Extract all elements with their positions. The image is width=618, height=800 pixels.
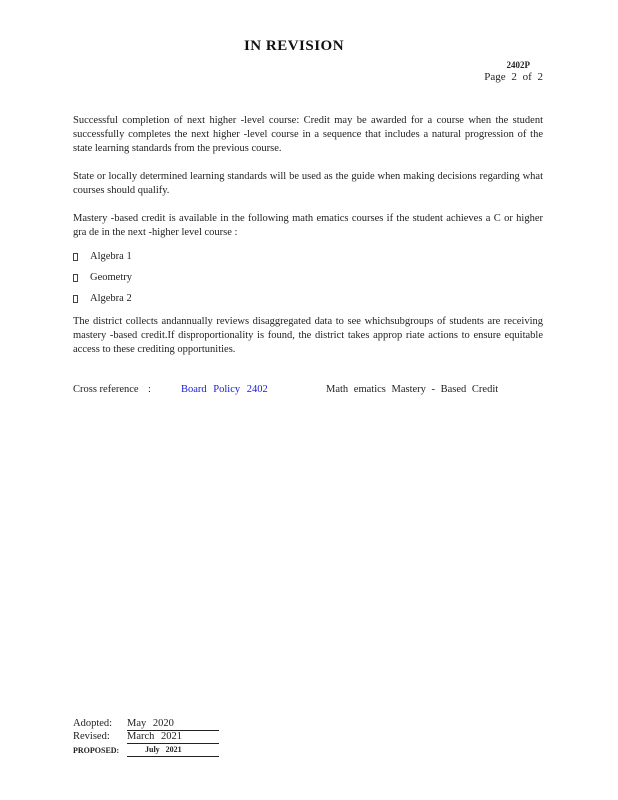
adopted-date: May 2020 xyxy=(127,718,219,731)
paragraph-standards: State or locally determined learning standards will be used as the guide when making decisions regarding what courses should qualify. xyxy=(73,171,543,196)
proposed-row xyxy=(73,744,219,758)
cross-reference-colon: : xyxy=(148,384,151,395)
list-item xyxy=(73,288,543,309)
proposed-label: PROPOSED: xyxy=(73,746,120,755)
page-number: Page 2 of 2 xyxy=(484,71,543,83)
adopted-label: Adopted: xyxy=(73,718,113,729)
paragraph-disaggregation: The district collects andannually reviews disaggregated data to see whichsubgroups of students are receiving mastery -based credit.If disproportionality is found, the district takes approp riate actions to ensure equitable access to these crediting opportunities. xyxy=(73,316,543,355)
revised-date: March 2021 xyxy=(127,731,219,744)
paragraph-mastery: Mastery -based credit is available in the following math ematics courses if the student achieves a C or higher gra de in the next -higher level course : xyxy=(73,213,543,238)
proposed-date: July 2021 xyxy=(127,745,219,757)
revised-label: Revised: xyxy=(73,731,110,742)
bullet-box-icon xyxy=(73,295,78,303)
adopted-row xyxy=(73,718,219,731)
bullet-box-icon xyxy=(73,274,78,282)
cross-reference-title: Math ematics Mastery - Based Credit xyxy=(326,384,499,395)
page-title: IN REVISION xyxy=(243,38,345,54)
course-label: Algebra 2 xyxy=(90,292,132,304)
cross-reference-label: Cross reference xyxy=(73,384,139,395)
board-policy-link[interactable]: Board Policy 2402 xyxy=(181,384,268,395)
list-item xyxy=(73,267,543,288)
document-code: 2402P xyxy=(506,60,530,70)
course-label: Geometry xyxy=(90,271,132,283)
document-body xyxy=(73,114,543,371)
bullet-box-icon xyxy=(73,253,78,261)
list-item xyxy=(73,246,543,267)
revised-row xyxy=(73,731,219,744)
course-label: Algebra 1 xyxy=(90,250,132,262)
policy-history xyxy=(73,718,219,758)
paragraph-completion: Successful completion of next higher -level course: Credit may be awarded for a course when the student successfully completes the next higher -level course in a sequence that includes a natural progression of the state learning standards from the previous course. xyxy=(73,115,543,154)
course-list xyxy=(73,246,543,309)
